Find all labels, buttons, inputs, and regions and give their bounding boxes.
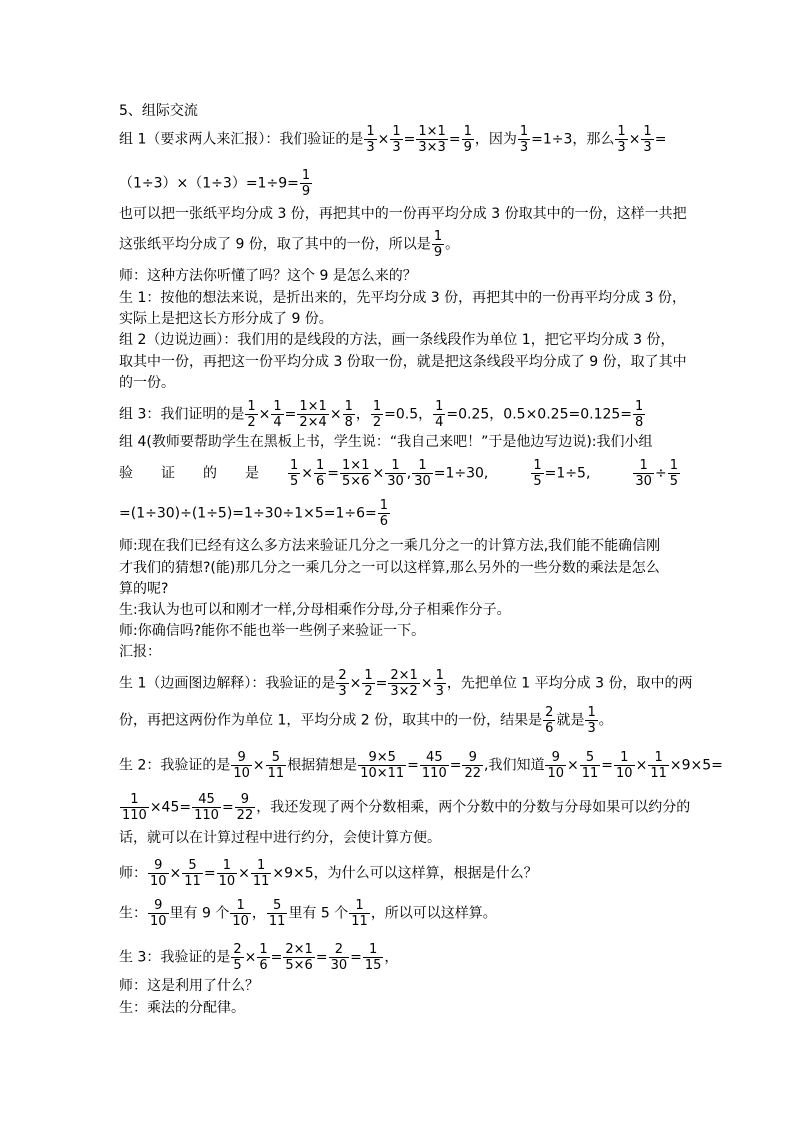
fraction: [251, 858, 272, 889]
text-run: 组 4(教师要帮助学生在黑板上书，学生说：“我自己来吧！”于是他边写边说):我们小组: [119, 434, 653, 450]
numerator: 2: [545, 705, 554, 720]
denominator: 3×2: [390, 684, 418, 699]
fraction: [271, 399, 283, 430]
denominator: 9: [301, 184, 311, 199]
text-run: =: [315, 949, 328, 966]
text-line: [119, 621, 679, 641]
text-line: [119, 705, 679, 736]
denominator: 3×3: [418, 140, 446, 155]
text-run: 生 3：我验证的是: [119, 949, 231, 966]
fraction: [148, 858, 169, 889]
text-run: 。: [598, 712, 613, 729]
denominator: 6: [545, 721, 554, 736]
text-line: [119, 458, 679, 489]
numerator: 1: [633, 458, 654, 474]
fraction: [545, 750, 566, 781]
denominator: 10: [616, 766, 633, 781]
numerator: 1: [363, 942, 384, 958]
text-line: [119, 898, 679, 929]
numerator: 1: [392, 124, 401, 139]
text-run: ×: [169, 865, 182, 882]
text-run: ×: [372, 465, 385, 482]
denominator: 3: [366, 140, 375, 155]
text-run: =1÷30,: [433, 465, 531, 482]
denominator: 3: [392, 140, 401, 155]
text-line: [119, 668, 693, 699]
numerator: 9: [235, 792, 256, 808]
text-run: ×: [628, 131, 641, 148]
numerator: 1: [617, 124, 626, 139]
numerator: 1: [435, 399, 444, 414]
text-run: 话，就可以在计算过程中进行约分，会使计算方便。: [119, 830, 441, 846]
denominator: 5×6: [342, 474, 370, 489]
text-run: 份，再把这两份作为单位 1，平均分成 2 份，取其中的一份，结果是: [119, 712, 543, 729]
text-run: ×9×5=: [669, 757, 723, 774]
fraction: [120, 792, 149, 823]
numerator: 2×1: [390, 668, 418, 683]
numerator: 1×1: [299, 399, 327, 414]
fraction: [349, 898, 370, 929]
text-run: ×: [301, 465, 314, 482]
fraction: [668, 458, 680, 489]
fraction: [416, 124, 447, 155]
text-run: ×: [238, 865, 250, 882]
fraction: [615, 124, 627, 155]
text-line: [119, 858, 679, 889]
text-run: （1÷3）×（1÷3）=1÷9=: [119, 175, 299, 192]
denominator: 11: [252, 874, 270, 889]
text-run: 算的呢?: [119, 581, 169, 597]
text-line: [119, 828, 679, 848]
fraction: [531, 458, 543, 489]
text-run: ÷: [654, 465, 667, 482]
text-run: 师:现在我们已经有这么多方法来验证几分之一乘几分之一的计算方法,我们能不能确信刚: [119, 538, 661, 554]
text-run: 就是: [556, 712, 585, 729]
numerator: 1: [290, 458, 299, 473]
text-run: =: [601, 757, 614, 774]
text-line: [119, 168, 679, 199]
text-run: ×: [349, 675, 362, 692]
denominator: 3: [519, 140, 529, 155]
text-line: [119, 352, 687, 372]
denominator: 4: [435, 415, 444, 430]
fraction: [432, 229, 444, 260]
denominator: 8: [635, 415, 644, 430]
text-run: =: [350, 949, 362, 966]
fraction: [388, 668, 419, 699]
numerator: 1: [669, 458, 678, 473]
denominator: 4: [273, 415, 282, 430]
numerator: 9×5: [358, 750, 406, 766]
denominator: 10: [150, 874, 167, 889]
text-run: ×: [252, 757, 265, 774]
numerator: 2: [338, 668, 347, 683]
text-run: 实际上是把这长方形分成了 9 份。: [119, 311, 333, 327]
text-run: 也可以把一张纸平均分成 3 份，再把其中的一份再平均分成 3 份取其中的一份，这样一共把: [119, 206, 687, 222]
denominator: 8: [344, 415, 353, 430]
text-line: [119, 976, 679, 996]
text-run: =: [327, 465, 340, 482]
text-run: ×: [329, 406, 342, 423]
fraction: [362, 668, 374, 699]
text-run: =1÷3，那么: [531, 131, 615, 148]
fraction: [363, 942, 384, 973]
text-line: [119, 330, 679, 350]
text-run: ×: [258, 406, 271, 423]
text-run: 生 1：按他的想法来说，是折出来的，先平均分成 3 份，再把其中的一份再平均分成 3 份，: [119, 290, 686, 306]
text-line: [119, 600, 679, 620]
denominator: 6: [316, 474, 325, 489]
denominator: 5: [290, 474, 299, 489]
fraction: [420, 750, 449, 781]
denominator: 2×4: [299, 415, 327, 430]
text-line: [119, 288, 686, 308]
numerator: 1: [412, 458, 433, 474]
numerator: 1: [344, 399, 353, 414]
text-run: =: [221, 799, 234, 816]
text-run: ×45=: [149, 799, 192, 816]
denominator: 22: [464, 766, 482, 781]
numerator: 1: [587, 705, 596, 720]
text-run: ，: [384, 949, 399, 966]
fraction: [182, 858, 203, 889]
denominator: 10: [233, 766, 250, 781]
text-run: 汇报：: [119, 644, 161, 660]
denominator: 11: [268, 914, 286, 929]
text-run: ×: [377, 131, 390, 148]
denominator: 10: [150, 914, 167, 929]
denominator: 10: [232, 914, 249, 929]
fraction: [633, 399, 645, 430]
numerator: 45: [192, 792, 221, 808]
fraction: [329, 942, 350, 973]
numerator: 1×1: [418, 124, 446, 139]
numerator: 1: [301, 168, 311, 183]
numerator: 1: [230, 898, 251, 914]
denominator: 15: [364, 958, 382, 973]
numerator: 1: [366, 124, 375, 139]
denominator: 110: [122, 808, 147, 823]
text-line: [119, 399, 679, 430]
text-run: 才我们的猜想?(能)那几分之一乘几分之一可以这样算,那么另外的一些分数的乘法是怎么: [119, 560, 660, 576]
text-run: ×: [635, 757, 648, 774]
text-run: 生 2：我验证的是: [119, 757, 231, 774]
fraction: [434, 668, 446, 699]
text-line: [119, 124, 679, 155]
fraction: [343, 399, 355, 430]
text-line: [119, 498, 679, 529]
text-run: 5、组际交流: [119, 103, 198, 119]
fraction: [358, 750, 406, 781]
numerator: 9: [462, 750, 483, 766]
numerator: 9: [148, 858, 169, 874]
text-line: [119, 750, 723, 781]
text-run: 生：乘法的分配律。: [119, 1000, 245, 1016]
denominator: 11: [351, 914, 368, 929]
fraction: [340, 458, 371, 489]
numerator: 1: [385, 458, 406, 474]
numerator: 1: [316, 458, 325, 473]
denominator: 3: [338, 684, 347, 699]
denominator: 5×6: [285, 958, 313, 973]
denominator: 110: [421, 766, 447, 781]
fraction: [148, 898, 169, 929]
text-run: 根据猜想是: [287, 757, 358, 774]
denominator: 5: [669, 474, 678, 489]
numerator: 1: [273, 399, 282, 414]
denominator: 6: [379, 514, 389, 529]
text-line: [119, 642, 679, 662]
text-run: =0.25，0.5×0.25=0.125=: [446, 406, 633, 423]
text-line: [119, 998, 679, 1018]
fraction: [283, 942, 314, 973]
denominator: 2: [372, 415, 382, 430]
text-run: ×: [244, 949, 257, 966]
numerator: 1: [364, 668, 373, 683]
text-line: [119, 536, 679, 556]
text-line: [119, 558, 679, 578]
fraction: [585, 705, 597, 736]
fraction: [648, 750, 669, 781]
denominator: 11: [267, 766, 285, 781]
denominator: 10: [218, 874, 236, 889]
fraction: [364, 124, 376, 155]
text-run: ，: [251, 905, 266, 922]
denominator: 11: [581, 766, 599, 781]
text-line: [119, 101, 679, 121]
fraction: [288, 458, 300, 489]
fraction: [433, 399, 445, 430]
text-run: ,我们知道: [484, 757, 545, 774]
text-line: [119, 204, 687, 224]
fraction: [192, 792, 221, 823]
fraction: [231, 750, 252, 781]
text-run: 里有 9 个: [169, 905, 230, 922]
fraction: [245, 399, 257, 430]
fraction: [518, 124, 530, 155]
text-line: [119, 309, 679, 329]
text-run: =0.5，: [384, 406, 433, 423]
numerator: 1: [251, 858, 272, 874]
text-run: 组 1（要求两人来汇报）：我们验证的是: [119, 131, 364, 148]
numerator: 5: [266, 750, 287, 766]
text-run: =: [270, 949, 283, 966]
fraction: [580, 750, 601, 781]
numerator: 1: [372, 399, 382, 414]
numerator: 1: [435, 668, 444, 683]
text-run: =: [203, 865, 216, 882]
numerator: 5: [580, 750, 601, 766]
denominator: 2: [247, 415, 256, 430]
fraction: [378, 498, 390, 529]
numerator: 1: [614, 750, 635, 766]
denominator: 110: [194, 808, 219, 823]
fraction: [385, 458, 406, 489]
text-run: 验 证 的 是: [119, 465, 287, 482]
fraction: [257, 942, 269, 973]
fraction: [267, 898, 288, 929]
text-run: =: [654, 131, 667, 148]
numerator: 1: [648, 750, 669, 766]
text-run: 。: [445, 236, 460, 253]
numerator: 1: [120, 792, 149, 808]
text-line: [119, 229, 679, 260]
denominator: 9: [433, 245, 443, 260]
denominator: 5: [533, 474, 542, 489]
denominator: 3: [617, 140, 626, 155]
numerator: 2×1: [285, 942, 313, 957]
text-run: =: [407, 757, 419, 774]
fraction: [371, 399, 383, 430]
denominator: 11: [184, 874, 201, 889]
numerator: 1: [519, 124, 529, 139]
numerator: 45: [420, 750, 449, 766]
text-run: =(1÷30)÷(1÷5)=1÷30÷1×5=1÷6=: [119, 505, 377, 522]
numerator: 9: [231, 750, 252, 766]
numerator: 5: [182, 858, 203, 874]
fraction: [217, 858, 238, 889]
fraction: [462, 124, 474, 155]
numerator: 1: [433, 229, 443, 244]
text-run: =: [449, 757, 462, 774]
text-line: [119, 579, 679, 599]
text-run: 这张纸平均分成了 9 份，取了其中的一份，所以是: [119, 236, 431, 253]
fraction: [230, 898, 251, 929]
fraction: [235, 792, 256, 823]
numerator: 1: [217, 858, 238, 874]
text-run: ，先把单位 1 平均分成 3 份，取中的两: [446, 675, 693, 692]
fraction: [641, 124, 653, 155]
denominator: 2: [364, 684, 373, 699]
numerator: 9: [148, 898, 169, 914]
fraction: [336, 668, 348, 699]
text-run: =: [284, 406, 297, 423]
numerator: 1: [533, 458, 542, 473]
text-run: 里有 5 个: [288, 905, 349, 922]
denominator: 22: [236, 808, 254, 823]
text-run: 生：: [119, 905, 147, 922]
denominator: 30: [330, 958, 348, 973]
numerator: 1: [259, 942, 268, 957]
text-line: [119, 432, 679, 452]
text-run: ×9×5，为什么可以这样算，根据是什么？: [272, 865, 538, 882]
denominator: 3: [435, 684, 444, 699]
text-line: [119, 792, 691, 823]
text-run: 生:我认为也可以和刚才一样,分母相乘作分母,分子相乘作分子。: [119, 602, 511, 618]
numerator: 1: [379, 498, 389, 513]
fraction: [231, 942, 243, 973]
denominator: 30: [414, 474, 431, 489]
text-run: ×: [567, 757, 579, 774]
denominator: 9: [463, 140, 472, 155]
text-run: 组 3：我们证明的是: [119, 406, 245, 423]
text-run: 师：这种方法你听懂了吗？这个 9 是怎么来的？: [119, 268, 417, 284]
text-run: ，因为: [474, 131, 517, 148]
text-run: 的一份。: [119, 375, 175, 391]
numerator: 1: [463, 124, 472, 139]
numerator: 2: [329, 942, 350, 958]
numerator: 2: [233, 942, 242, 957]
fraction: [614, 750, 635, 781]
text-run: ×: [420, 675, 433, 692]
fraction: [300, 168, 312, 199]
fraction: [633, 458, 654, 489]
numerator: 5: [267, 898, 288, 914]
denominator: 30: [635, 474, 652, 489]
text-run: 取其中一份，再把这一份平均分成 3 份取一份，就是把这条线段平均分成了 9 份，取了其中: [119, 354, 687, 370]
text-run: ，所以可以这样算。: [370, 905, 497, 922]
denominator: 3: [643, 140, 652, 155]
numerator: 1: [349, 898, 370, 914]
text-run: =: [375, 675, 388, 692]
text-run: 师:你确信吗?能你不能也举一些例子来验证一下。: [119, 623, 426, 639]
text-run: 组 2（边说边画）：我们用的是线段的方法，画一条线段作为单位 1，把它平均分成 3 份，: [119, 332, 675, 348]
text-run: =: [403, 131, 416, 148]
fraction: [462, 750, 483, 781]
text-run: 师：: [119, 865, 147, 882]
text-run: =1÷5,: [544, 465, 633, 482]
fraction: [314, 458, 326, 489]
text-run: 师：这是利用了什么？: [119, 978, 259, 994]
numerator: 1: [247, 399, 256, 414]
denominator: 10×11: [360, 766, 405, 781]
denominator: 10: [547, 766, 565, 781]
text-run: =: [448, 131, 461, 148]
fraction: [297, 399, 328, 430]
text-run: ，: [355, 406, 370, 423]
text-line: [119, 373, 679, 393]
numerator: 1: [635, 399, 644, 414]
fraction: [266, 750, 287, 781]
denominator: 11: [650, 766, 667, 781]
fraction: [412, 458, 433, 489]
denominator: 6: [259, 958, 268, 973]
text-line: [119, 266, 679, 286]
text-run: 生 1（边画图边解释）：我验证的是: [119, 675, 336, 692]
text-run: ,: [406, 465, 412, 482]
fraction: [390, 124, 402, 155]
numerator: 9: [545, 750, 566, 766]
denominator: 3: [587, 721, 596, 736]
text-run: ，我还发现了两个分数相乘，两个分数中的分数与分母如果可以约分的: [256, 799, 691, 816]
numerator: 1: [643, 124, 652, 139]
text-line: [119, 942, 679, 973]
denominator: 30: [387, 474, 404, 489]
fraction: [543, 705, 555, 736]
denominator: 5: [233, 958, 242, 973]
numerator: 1×1: [342, 458, 370, 473]
